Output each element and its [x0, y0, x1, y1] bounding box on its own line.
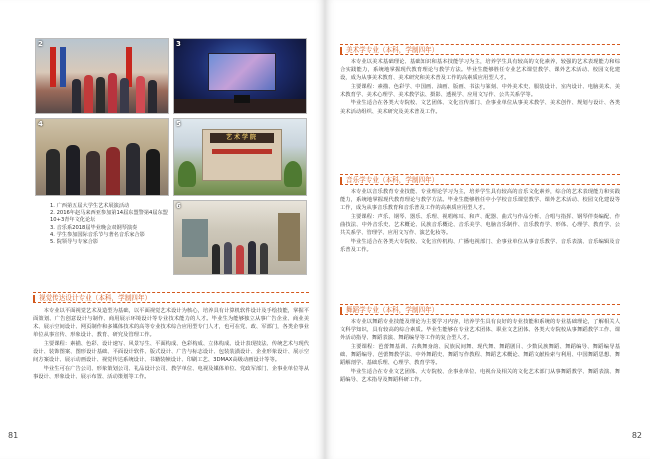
person-figure: [236, 245, 244, 274]
caption-line: 1. 广西第五届大学生艺术展演活动: [50, 203, 130, 209]
caption-line: 4. 学生参加国际音乐节与著名音乐家合影: [50, 231, 145, 238]
paragraph: 本专业以舞蹈专业技能及理论为主要学习内容，培养学生具有良好的专业技能和系统的专业基础理论，了解相关人文科学知识，具有较高的综合素质。毕业生能够在专业艺术团体、职业文艺团体、各类大专院校从事舞蹈教学工作、课外活动指导、舞蹈表演、舞蹈编导等工作的复合型人才。: [340, 319, 620, 342]
person-figure: [72, 79, 81, 113]
title-marker: [340, 47, 342, 54]
person-figure: [146, 149, 160, 195]
paragraph: 主要课程：声乐、钢琴、器乐、乐理、视唱练耳、和声、配器、曲式与作品分析、合唱与指挥、钢琴伴奏编配、作曲技法、中外音乐史、艺术概论、民族音乐概论、音乐美学、电脑音乐制作、音乐教育学、形体、心理学、教育学、公共关系学、管理学、应用文写作、演艺化妆等。: [340, 213, 620, 236]
paragraph: 主要课程：素描、色彩、设计速写、风景写生、平面构成、色彩构成、立体构成、设计表现技法、传统艺术与现代设计、装饰图案、图形设计基础、平面设计软件、版式设计、广告与标志设计、包装装潢设计、企业形象设计、展示空间方案设计、展示动画设计、视觉传达系统设计、书籍装帧设计、印刷工艺、3DMAX高级动画设计等等。: [33, 340, 309, 364]
person-figure: [66, 145, 80, 195]
person-figure: [86, 151, 100, 195]
photo-leaders-experts: [173, 200, 307, 275]
tree-icon: [178, 161, 196, 187]
piano-icon: [234, 95, 250, 103]
person-figure: [260, 243, 268, 274]
section-title-fine-arts: [340, 44, 620, 55]
section-body-visual-design: [33, 307, 309, 381]
caption-line: 2. 2016年赵马来西亚参加第14届东盟警第4届东盟10+3青年文化论坛: [50, 210, 168, 224]
photo-number: 5: [176, 120, 181, 128]
paragraph: 毕业生适合在专业文艺团体、大专院校、企事业单位、电视台及相关的文化艺术部门从事舞蹈教学、舞蹈表演、舞蹈编导、艺术指导及舞蹈科研工作。: [340, 368, 620, 383]
title-marker: [33, 295, 35, 302]
display-rack: [278, 213, 300, 261]
person-figure: [224, 242, 232, 274]
section-body-dance: [340, 318, 620, 384]
paragraph: 本专业以美术基础理论、基础知识和基本技能学习为主，培养学生具有较高的文化素养，较强的艺术表现能力和综合实践能力，系统地掌握现代教育理论与教学方法。毕业生能够胜任专业艺术课堂教学、课外艺术活动、校园文化建设，成为从事美术教育、美术研究和美术普及工作的高素质应用型人才。: [340, 59, 620, 82]
person-figure: [148, 80, 157, 113]
person-figure: [120, 78, 129, 113]
section-title-dance: [340, 304, 620, 315]
red-banner: [212, 149, 272, 154]
paragraph: 本专业以平面视觉艺术及造型为基础，以平面视觉艺术设计为核心，培养具有计算机软件设计及手绘技能，掌握平面策划、广告创意设计与制作、商用展示环境设计等专业技术能力的人才。毕业生为能够独立从事广告企业、商业美术、展示空间设计、网页制作和多媒体技术的高等专业技术综合应用型专门人才，也可在党、政、军部门，各类企事业单位从事宣传、形象设计、教育、研究及管理工作。: [33, 308, 309, 339]
page-number: 82: [631, 431, 642, 440]
paragraph: 毕业生可在广告公司、形象策划公司、礼品设计公司、教学单位、电视及媒体单位、党政军部门、企事业单位等从事设计、形象设计、展示布置、活动策划等工作。: [33, 365, 309, 380]
person-figure: [46, 149, 60, 195]
person-figure: [106, 147, 120, 195]
person-figure: [84, 75, 93, 113]
person-figure: [96, 77, 105, 113]
section-body-fine-arts: [340, 58, 620, 116]
section-title-text: 音乐学专业（本科，学制四年）: [346, 176, 439, 184]
paragraph: 本专业以音乐教育专业技能、专业理论学习为主，培养学生具有较高的音乐文化素养，综合的艺术表现能力和实践能力，系统地掌握现代教育理论与教学方法。毕业生能够胜任中小学校音乐课堂教学、课外艺术活动、校园文化建设等工作，成为从事音乐教育和音乐普及工作的高素质应用型人才。: [340, 189, 620, 212]
paragraph: 主要课程：芭蕾舞基训、古典舞身韵、民族民间舞、现代舞、舞蹈剧目、少数民族舞蹈、舞蹈编导、舞蹈编导基础、舞蹈编导、芭蕾舞教学法、中外舞蹈史、舞蹈写作教程、舞蹈艺术概论、舞蹈文献检索与利用、中国舞蹈思想、舞蹈解剖学、基础乐理、心理学、教育学等。: [340, 343, 620, 366]
title-marker: [340, 177, 342, 184]
right-page: [325, 0, 650, 459]
section-title-music: [340, 174, 620, 185]
paragraph: 毕业生适合在各类大专院校、文化宣传机构、广播电视部门、企事业单位从事音乐教学、音乐表演、音乐编辑及音乐普及工作。: [340, 238, 620, 253]
caption-line: 3. 音乐系2018届毕业晚会双钢琴演奏: [50, 224, 138, 231]
paragraph: 主要课程：素描、色彩学、中国画、油画、版画、书法与篆刻、中外美术史、服装设计、室内设计、电脑美术、美术教育学、美术心理学、美术教学法、摄影、透视学、应用文写作、公共关系学等。: [340, 83, 620, 98]
person-figure: [108, 73, 117, 113]
photo-captions: [50, 203, 170, 246]
flag-icon: [60, 47, 66, 87]
section-title-text: 视觉传达设计专业（本科，学制四年）: [39, 294, 152, 302]
person-figure: [136, 76, 145, 113]
title-marker: [340, 307, 342, 314]
stage-screen: [208, 53, 276, 91]
section-title-text: 美术学专业（本科，学制四年）: [346, 46, 439, 54]
photo-number: 4: [38, 120, 43, 128]
photo-number: 3: [176, 40, 181, 48]
photo-number: 2: [38, 40, 43, 48]
page-number: 81: [8, 431, 19, 440]
person-figure: [212, 244, 220, 274]
doorway: [182, 219, 208, 257]
photo-art-college-building: [173, 118, 307, 196]
flag-icon: [50, 47, 56, 87]
tree-icon: [284, 161, 302, 187]
paragraph: 毕业生适合在各类大专院校、文艺团体、文化宣传部门、企事业单位从事美术教学、美术创作、规划与设计、各类美术活动组织、美术研究及美术普及工作。: [340, 100, 620, 115]
photo-musicians-group: [35, 118, 169, 196]
photo-flag-group: [35, 38, 169, 114]
caption-line: 5. 院领导与专家合影: [50, 239, 99, 246]
section-title-text: 舞蹈学专业（本科，学制四年）: [346, 306, 439, 314]
photo-concert-stage: [173, 38, 307, 114]
person-figure: [248, 241, 256, 274]
section-title-visual-design: [33, 292, 309, 303]
section-body-music: [340, 188, 620, 254]
person-figure: [126, 143, 140, 195]
building-sign: 艺术学院: [210, 133, 274, 143]
photo-number: 6: [176, 202, 181, 210]
